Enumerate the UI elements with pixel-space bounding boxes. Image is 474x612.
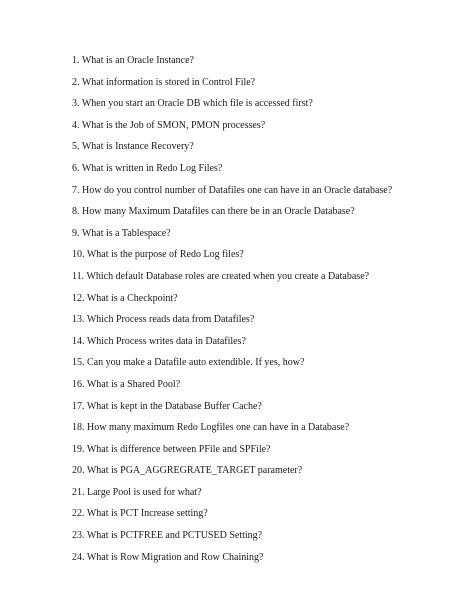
question-item: 9. What is a Tablespace? [72,227,171,239]
question-item: 10. What is the purpose of Redo Log files? [72,249,244,261]
question-item: 23. What is PCTFREE and PCTUSED Setting? [72,530,263,542]
question-item: 20. What is PGA_AGGREGRATE_TARGET parameter? [72,465,303,477]
question-item: 12. What is a Checkpoint? [72,292,178,304]
question-list [72,50,467,568]
question-item: 24. What is Row Migration and Row Chaining? [72,551,264,563]
question-item: 18. How many maximum Redo Logfiles one can have in a Database? [72,422,350,434]
question-item: 14. Which Process writes data in Datafiles? [72,335,246,347]
question-item: 5. What is Instance Recovery? [72,141,194,153]
question-item: 21. Large Pool is used for what? [72,486,202,498]
question-item: 13. Which Process reads data from Datafiles? [72,314,255,326]
question-item: 17. What is kept in the Database Buffer Cache? [72,400,262,412]
question-item: 19. What is difference between PFile and SPFile? [72,443,271,455]
question-item: 22. What is PCT Increase setting? [72,508,208,520]
question-item: 16. What is a Shared Pool? [72,378,181,390]
question-item: 8. How many Maximum Datafiles can there be in an Oracle Database? [72,206,355,218]
question-item: 4. What is the Job of SMON, PMON processes? [72,119,266,131]
question-item: 11. Which default Database roles are created when you create a Database? [72,270,370,282]
question-item: 7. How do you control number of Datafiles one can have in an Oracle database? [72,184,393,196]
question-item: 1. What is an Oracle Instance? [72,55,194,66]
question-item: 6. What is written in Redo Log Files? [72,162,223,174]
question-item: 15. Can you make a Datafile auto extendible. If yes, how? [72,357,305,369]
question-item: 3. When you start an Oracle DB which file is accessed first? [72,98,313,110]
question-item: 2. What information is stored in Control File? [72,76,256,88]
